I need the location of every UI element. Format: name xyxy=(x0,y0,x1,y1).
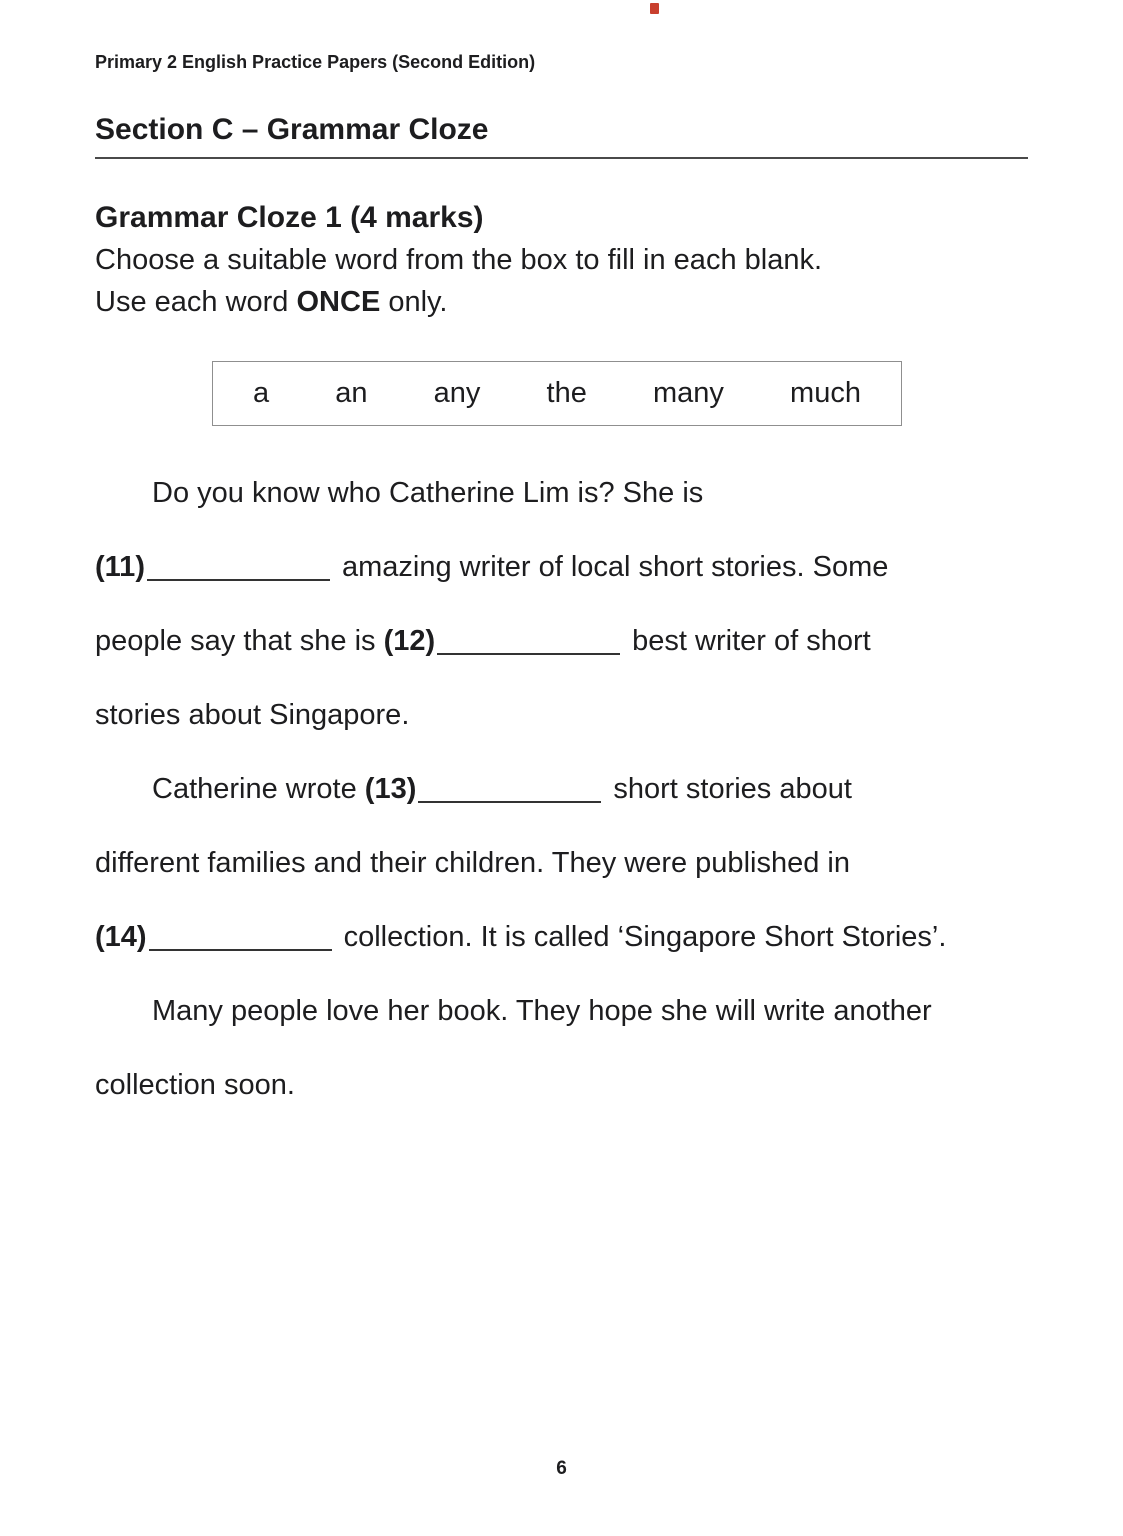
passage-text: collection soon. xyxy=(95,1069,295,1101)
passage-line xyxy=(95,678,1028,752)
booklet-title: Primary 2 English Practice Papers (Second Edition) xyxy=(95,52,536,72)
instruction-text: Use each word xyxy=(95,286,297,318)
passage-line xyxy=(95,456,1028,530)
page-edge-mark xyxy=(650,3,659,14)
passage-text: different families and their children. They were published in xyxy=(95,847,850,879)
passage-line xyxy=(95,826,1028,900)
passage-line xyxy=(95,974,1028,1048)
passage-text: short stories about xyxy=(613,773,852,805)
passage-line xyxy=(95,604,1028,678)
answer-blank-13 xyxy=(418,796,601,803)
word-bank-item: many xyxy=(653,377,724,409)
section-title: Section C – Grammar Cloze xyxy=(95,112,1028,159)
passage-text: Catherine wrote xyxy=(152,773,365,805)
page-number: 6 xyxy=(556,1458,567,1479)
cloze-passage xyxy=(95,456,1028,1122)
question-label-14: (14) xyxy=(95,921,147,953)
passage-text: Do you know who Catherine Lim is? She is xyxy=(152,477,704,509)
passage-text: stories about Singapore. xyxy=(95,699,410,731)
instruction-text: only. xyxy=(380,286,448,318)
word-bank-box xyxy=(212,361,902,426)
instruction-line-2 xyxy=(95,281,1028,323)
passage-text: amazing writer of local short stories. Some xyxy=(341,551,889,583)
answer-blank-11 xyxy=(147,574,330,581)
word-bank-item: much xyxy=(790,377,861,409)
passage-text: collection. It is called ‘Singapore Short Stories’. xyxy=(343,921,947,953)
instruction-line-1: Choose a suitable word from the box to fill in each blank. xyxy=(95,244,823,276)
exercise-title: Grammar Cloze 1 (4 marks) xyxy=(95,201,484,234)
passage-text: Many people love her book. They hope she will write another xyxy=(152,995,932,1027)
word-bank-item: the xyxy=(546,377,587,409)
passage-line xyxy=(95,900,1028,974)
question-label-13: (13) xyxy=(364,773,417,805)
word-bank-item: a xyxy=(253,377,270,409)
answer-blank-14 xyxy=(149,944,332,951)
word-bank-item: an xyxy=(335,377,368,409)
answer-blank-12 xyxy=(437,648,620,655)
question-label-12: (12) xyxy=(383,625,436,657)
passage-line xyxy=(95,1048,1028,1122)
word-bank-item: any xyxy=(433,377,481,409)
passage-text: people say that she is xyxy=(95,625,384,657)
passage-line xyxy=(95,530,1028,604)
passage-text: best writer of short xyxy=(632,625,871,657)
once-emphasis: ONCE xyxy=(296,286,381,318)
question-label-11: (11) xyxy=(95,551,145,583)
passage-line xyxy=(95,752,1028,826)
